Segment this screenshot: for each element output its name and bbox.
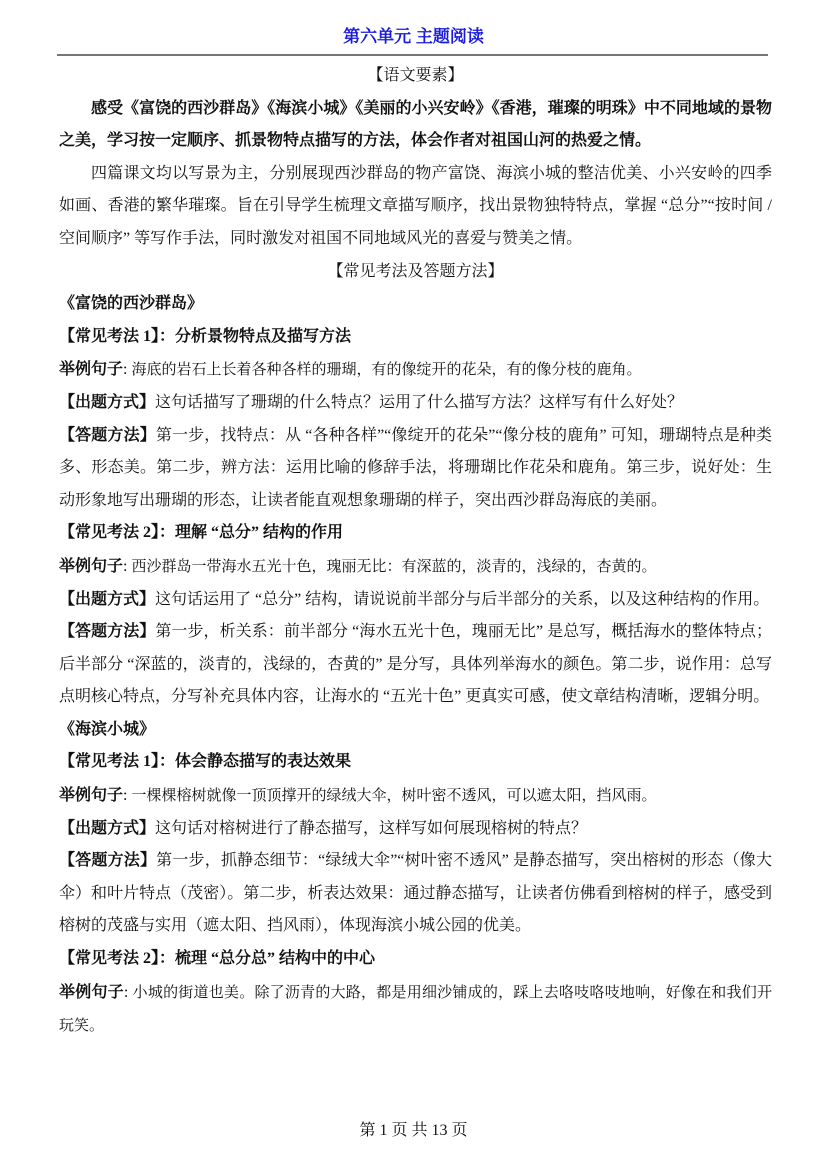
example-text: 一棵棵榕树就像一顶顶撑开的绿绒大伞，树叶密不透风，可以遮太阳，挡风雨。 [131, 786, 657, 805]
example-sentence [59, 779, 772, 813]
example-text: 西沙群岛一带海水五光十色，瑰丽无比：有深蓝的，淡青的，浅绿的，杏黄的。 [131, 556, 657, 575]
exam-point-heading: 【常见考法 2】：理解 “总分” 结构的作用 [59, 524, 344, 542]
example-text: 海底的岩石上长着各种各样的珊瑚，有的像绽开的花朵，有的像分枝的鹿角。 [131, 360, 642, 379]
colon: : [123, 361, 132, 379]
exam-point-heading: 【常见考法 1】：分析景物特点及描写方法 [59, 327, 352, 345]
question-format [59, 584, 772, 617]
example-label: 举例句子 [59, 983, 124, 1001]
exam-point-heading: 【常见考法 2】：梳理 “总分总” 结构中的中心 [59, 950, 376, 968]
exam-point-heading: 【常见考法 1】：体会静态描写的表达效果 [59, 753, 352, 771]
section-heading-methods: 【常见考法及答题方法】 [327, 262, 504, 280]
example-label: 举例句子 [59, 361, 124, 379]
example-sentence [59, 976, 772, 1043]
answer-label: 【答题方法】 [59, 623, 156, 641]
colon: : [123, 787, 132, 805]
question-text: 这句话描写了珊瑚的什么特点？运用了什么描写方法？这样写有什么好处？ [155, 393, 684, 411]
answer-method [59, 616, 772, 714]
answer-method [59, 845, 772, 943]
example-sentence [59, 353, 772, 387]
question-format [59, 813, 772, 846]
lesson-title: 《富饶的西沙群岛》 [59, 295, 204, 313]
question-label: 【出题方式】 [59, 819, 156, 837]
elements-description: 四篇课文均以写景为主，分别展现西沙群岛的物产富饶、海滨小城的整洁优美、小兴安岭的四季如画、香港的繁华璀璨。旨在引导学生梳理文章描写顺序，找出景物独特特点，掌握 “总分”“按时间 / 空间顺序” 等写作手法，同时激发对祖国不同地域风光的喜爱与赞美之情。 [59, 164, 772, 247]
example-sentence [59, 550, 772, 584]
example-text: 小城的街道也美。除了沥青的大路，都是用细沙铺成的，踩上去咯吱咯吱地响，好像在和我们开玩笑。 [59, 982, 772, 1035]
page-number: 第 1 页 共 13 页 [359, 1122, 468, 1139]
example-label: 举例句子 [59, 787, 124, 805]
question-format [59, 387, 772, 420]
answer-text: 第一步，析关系：前半部分 “海水五光十色，瑰丽无比” 是总写，概括海水的整体特点；后半部分 “深蓝的，淡青的，浅绿的，杏黄的” 是分写，具体列举海水的颜色。第二步，说作用：总写点明核心特点，分写补充具体内容，让海水的 “五光十色” 更真实可感，使文章结构清晰，逻辑分明。 [59, 623, 772, 706]
answer-text: 第一步，抓静态细节：“绿绒大伞”“树叶密不透风” 是静态描写，突出榕树的形态（像大伞）和叶片特点（茂密）。第二步，析表达效果：通过静态描写，让读者仿佛看到榕树的样子，感受到榕树的茂盛与实用（遮太阳、挡风雨），体现海滨小城公园的优美。 [59, 852, 772, 935]
lesson-title: 《海滨小城》 [59, 720, 156, 738]
document-body [59, 60, 772, 1043]
elements-summary: 感受《富饶的西沙群岛》《海滨小城》《美丽的小兴安岭》《香港，璀璨的明珠》中不同地域的景物之美，学习按一定顺序、抓景物特点描写的方法，体会作者对祖国山河的热爱之情。 [59, 99, 772, 150]
question-label: 【出题方式】 [59, 393, 156, 411]
question-text: 这句话对榕树进行了静态描写，这样写如何展现榕树的特点？ [155, 819, 588, 837]
answer-label: 【答题方法】 [59, 852, 157, 870]
question-text: 这句话运用了 “总分” 结构，请说说前半部分与后半部分的关系，以及这种结构的作用。 [155, 590, 770, 608]
colon: : [123, 557, 132, 575]
question-label: 【出题方式】 [59, 590, 156, 608]
answer-text: 第一步，找特点：从 “各种各样”“像绽开的花朵”“像分枝的鹿角” 可知，珊瑚特点是种类多、形态美。第二步，辨方法：运用比喻的修辞手法，将珊瑚比作花朵和鹿角。第三步，说好处：生动形象地写出珊瑚的形态，让读者能直观想象珊瑚的样子，突出西沙群岛海底的美丽。 [59, 426, 772, 509]
colon: : [123, 983, 133, 1001]
answer-method [59, 420, 772, 518]
section-heading-elements: 【语文要素】 [367, 67, 464, 84]
page-title: 第六单元 主题阅读 [343, 27, 484, 46]
answer-label: 【答题方法】 [59, 426, 156, 444]
header-divider [57, 54, 768, 56]
example-label: 举例句子 [59, 557, 124, 575]
